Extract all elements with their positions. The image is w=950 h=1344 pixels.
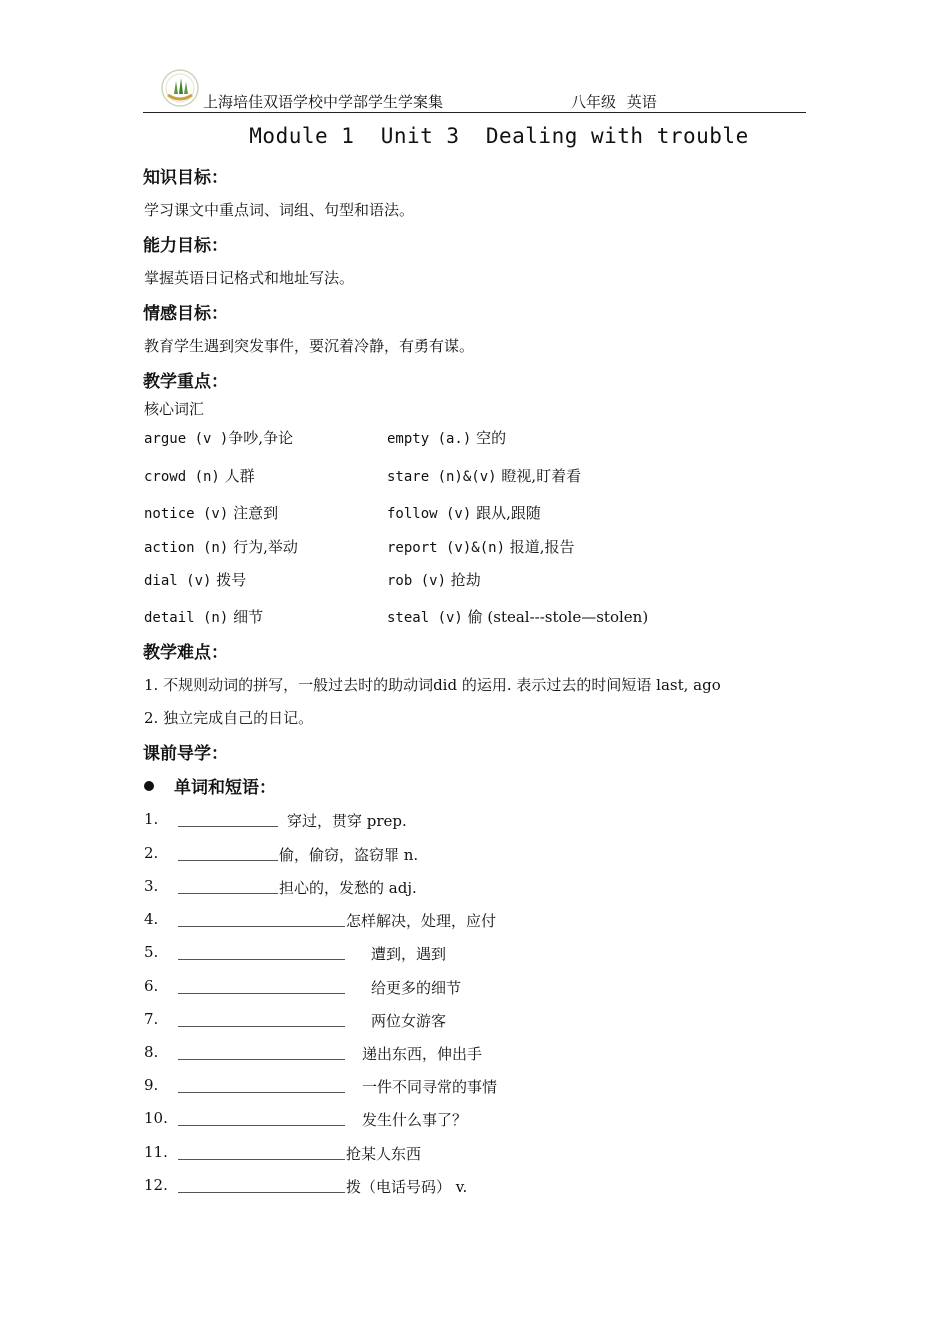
answer-blank[interactable] <box>178 1092 345 1093</box>
school-name: 上海培佳双语学校中学部学生学案集 <box>203 93 444 111</box>
vocab-right-5: rob (v) 抢劫 <box>387 571 481 589</box>
answer-blank[interactable] <box>178 1026 345 1027</box>
vocab-left-5: dial (v) 拨号 <box>144 571 247 589</box>
answer-blank[interactable] <box>178 993 345 994</box>
knowledge-heading: 知识目标： <box>143 168 228 188</box>
grade-subject: 八年级 英语 <box>571 93 657 111</box>
ability-text: 掌握英语日记格式和地址写法。 <box>144 269 355 287</box>
answer-blank[interactable] <box>178 1192 345 1193</box>
header-divider <box>143 112 806 113</box>
ability-heading: 能力目标： <box>143 236 228 256</box>
vocab-right-1: empty (a.) 空的 <box>387 429 507 447</box>
vocab-right-4: report (v)&(n) 报道,报告 <box>387 538 575 556</box>
vocab-right-3: follow (v) 跟从,跟随 <box>387 504 541 522</box>
vocab-left-1: argue (v )争吵,争论 <box>144 429 294 447</box>
words-heading: 单词和短语： <box>144 773 276 798</box>
answer-blank[interactable] <box>178 860 278 861</box>
core-vocab-label: 核心词汇 <box>144 400 205 418</box>
worksheet-page: 上海培佳双语学校中学部学生学案集 八年级 英语 Module 1 Unit 3 Dealing with trouble 知识目标： 学习课文中重点词、词组、句型和语法。 能力目标： 掌握英语日记格式和地址写法。 情感目标： 教育学生遇到突发事件，要沉着冷静，有勇有谋。 教学重点： 核心词汇 argue (v )争吵,争论 empty (a.) 空的 crowd (n) 人群 stare (n)&(v) 瞪视,盯着看 notice (v) 注意到 follow (v) 跟从,跟随 action (n) 行为,举动 report (v)&(n) 报道,报告 dial (v) 拨号 rob (v) 抢劫 detail (n) 细节 steal (v) 偷 (steal---stole—stolen) 教学难点： 1. 不规则动词的拼写，一般过去时的助动词did 的运用. 表示过去的时间短语 last, ago 2. 独立完成自己的日记。 课前导学： 单词和短语： 1. 穿过，贯穿 prep. 2. 偷，偷窃，盗窃罪 n. 3. 担心的，发愁的 adj. 4. 怎样解决，处理，应付 5. 遭到，遇到 6. 给更多的细节 7. 两位女游客 8. 递出东西，伸出手 9. 一件不同寻常的事情 10. 发生什么事了？ 11. 抢某人东西 12. 拨（电话号码） v. <box>0 0 950 1344</box>
answer-blank[interactable] <box>178 893 278 894</box>
answer-blank[interactable] <box>178 959 345 960</box>
difficulty-item-2: 2. 独立完成自己的日记。 <box>144 709 314 727</box>
vocab-left-2: crowd (n) 人群 <box>144 467 255 485</box>
emotion-heading: 情感目标： <box>143 304 228 324</box>
answer-blank[interactable] <box>178 1159 345 1160</box>
preview-heading: 课前导学： <box>143 744 228 764</box>
vocab-right-2: stare (n)&(v) 瞪视,盯着看 <box>387 467 582 485</box>
difficulty-heading: 教学难点： <box>143 643 228 663</box>
knowledge-text: 学习课文中重点词、词组、句型和语法。 <box>144 201 415 219</box>
answer-blank[interactable] <box>178 1125 345 1126</box>
school-emblem-icon <box>160 68 200 108</box>
vocab-left-6: detail (n) 细节 <box>144 608 264 626</box>
answer-blank[interactable] <box>178 826 278 827</box>
key-points-heading: 教学重点： <box>143 372 228 392</box>
vocab-left-4: action (n) 行为,举动 <box>144 538 298 556</box>
answer-blank[interactable] <box>178 1059 345 1060</box>
vocab-left-3: notice (v) 注意到 <box>144 504 279 522</box>
vocab-right-6: steal (v) 偷 (steal---stole—stolen) <box>387 608 649 626</box>
answer-blank[interactable] <box>178 926 345 927</box>
bullet-dot-icon <box>144 781 154 791</box>
emotion-text: 教育学生遇到突发事件，要沉着冷静，有勇有谋。 <box>144 337 475 355</box>
page-title: Module 1 Unit 3 Dealing with trouble <box>249 124 749 148</box>
difficulty-item-1: 1. 不规则动词的拼写，一般过去时的助动词did 的运用. 表示过去的时间短语 last, ago <box>144 676 721 694</box>
